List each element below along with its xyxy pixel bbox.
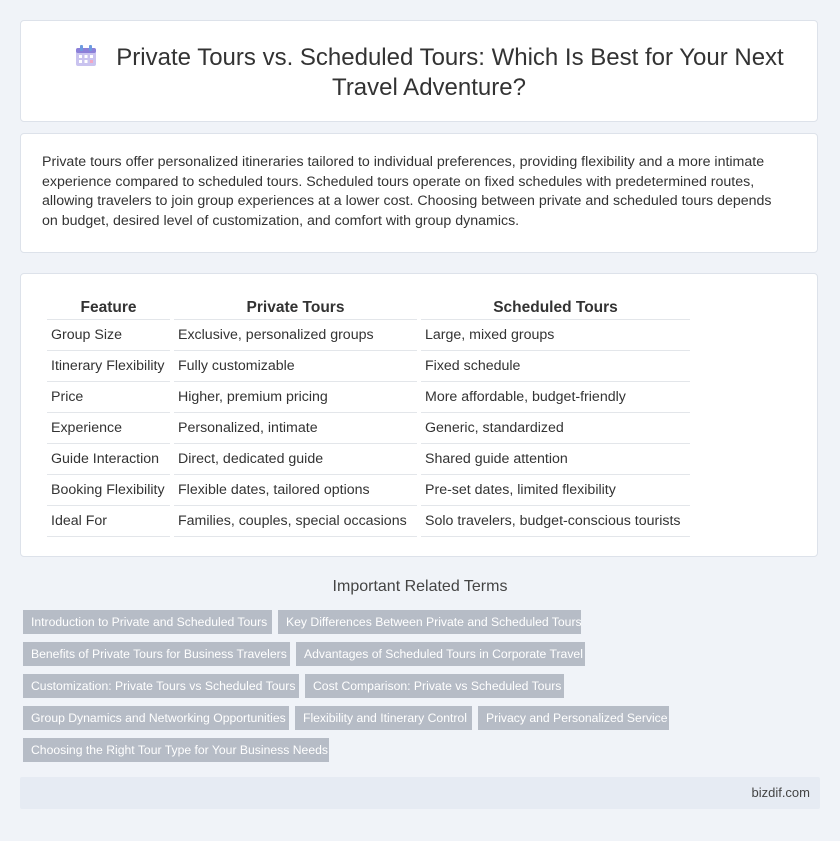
table-row: [47, 475, 690, 506]
site-name[interactable]: bizdif.com: [751, 785, 810, 800]
table-row: [47, 444, 690, 475]
header-card: [20, 20, 818, 122]
related-term-tag[interactable]: Group Dynamics and Networking Opportunities: [23, 706, 289, 730]
private-cell: Personalized, intimate: [174, 413, 417, 444]
header-feature: Feature: [47, 296, 170, 320]
comparison-table: [43, 296, 694, 537]
scheduled-cell: Shared guide attention: [421, 444, 690, 475]
related-term-tag[interactable]: Introduction to Private and Scheduled Tours: [23, 610, 272, 634]
private-cell: Exclusive, personalized groups: [174, 320, 417, 351]
related-term-tag[interactable]: Flexibility and Itinerary Control: [295, 706, 472, 730]
related-term-tag[interactable]: Advantages of Scheduled Tours in Corporate Travel: [296, 642, 585, 666]
table-row: [47, 351, 690, 382]
related-term-tag[interactable]: Choosing the Right Tour Type for Your Business Needs: [23, 738, 329, 762]
feature-cell: Guide Interaction: [47, 444, 170, 475]
comparison-card: [20, 273, 818, 557]
footer: [20, 777, 820, 809]
calendar-icon: [74, 44, 98, 68]
related-term-tag[interactable]: Benefits of Private Tours for Business Travelers: [23, 642, 290, 666]
private-cell: Direct, dedicated guide: [174, 444, 417, 475]
scheduled-cell: Pre-set dates, limited flexibility: [421, 475, 690, 506]
scheduled-cell: Large, mixed groups: [421, 320, 690, 351]
scheduled-cell: Solo travelers, budget-conscious tourists: [421, 506, 690, 537]
table-row: [47, 506, 690, 537]
feature-cell: Group Size: [47, 320, 170, 351]
private-cell: Fully customizable: [174, 351, 417, 382]
table-row: [47, 320, 690, 351]
feature-cell: Itinerary Flexibility: [47, 351, 170, 382]
private-cell: Flexible dates, tailored options: [174, 475, 417, 506]
table-row: [47, 382, 690, 413]
table-header-row: [47, 296, 690, 320]
page-title-text: Private Tours vs. Scheduled Tours: Which Is Best for Your Next Travel Adventure?: [116, 44, 784, 101]
feature-cell: Experience: [47, 413, 170, 444]
intro-paragraph: Private tours offer personalized itineraries tailored to individual preferences, providing flexibility and a more intimate experience compared to scheduled tours. Scheduled tours operate on fixed schedules with predetermined routes, allowing travelers to join group experiences at a lower cost. Choosing between private and scheduled tours depends on budget, desired level of customization, and comfort with group dynamics.: [42, 154, 772, 229]
related-terms-title: Important Related Terms: [332, 578, 508, 595]
header-scheduled-tours: Scheduled Tours: [421, 296, 690, 320]
page-title: [61, 43, 797, 103]
scheduled-cell: Generic, standardized: [421, 413, 690, 444]
related-term-tag[interactable]: Cost Comparison: Private vs Scheduled Tours: [305, 674, 564, 698]
feature-cell: Booking Flexibility: [47, 475, 170, 506]
table-row: [47, 413, 690, 444]
feature-cell: Ideal For: [47, 506, 170, 537]
scheduled-cell: Fixed schedule: [421, 351, 690, 382]
intro-card: [20, 133, 818, 253]
private-cell: Families, couples, special occasions: [174, 506, 417, 537]
header-private-tours: Private Tours: [174, 296, 417, 320]
related-term-tag[interactable]: Customization: Private Tours vs Scheduled Tours: [23, 674, 299, 698]
feature-cell: Price: [47, 382, 170, 413]
related-term-tag[interactable]: Privacy and Personalized Service: [478, 706, 669, 730]
related-term-tag[interactable]: Key Differences Between Private and Scheduled Tours: [278, 610, 581, 634]
private-cell: Higher, premium pricing: [174, 382, 417, 413]
scheduled-cell: More affordable, budget-friendly: [421, 382, 690, 413]
